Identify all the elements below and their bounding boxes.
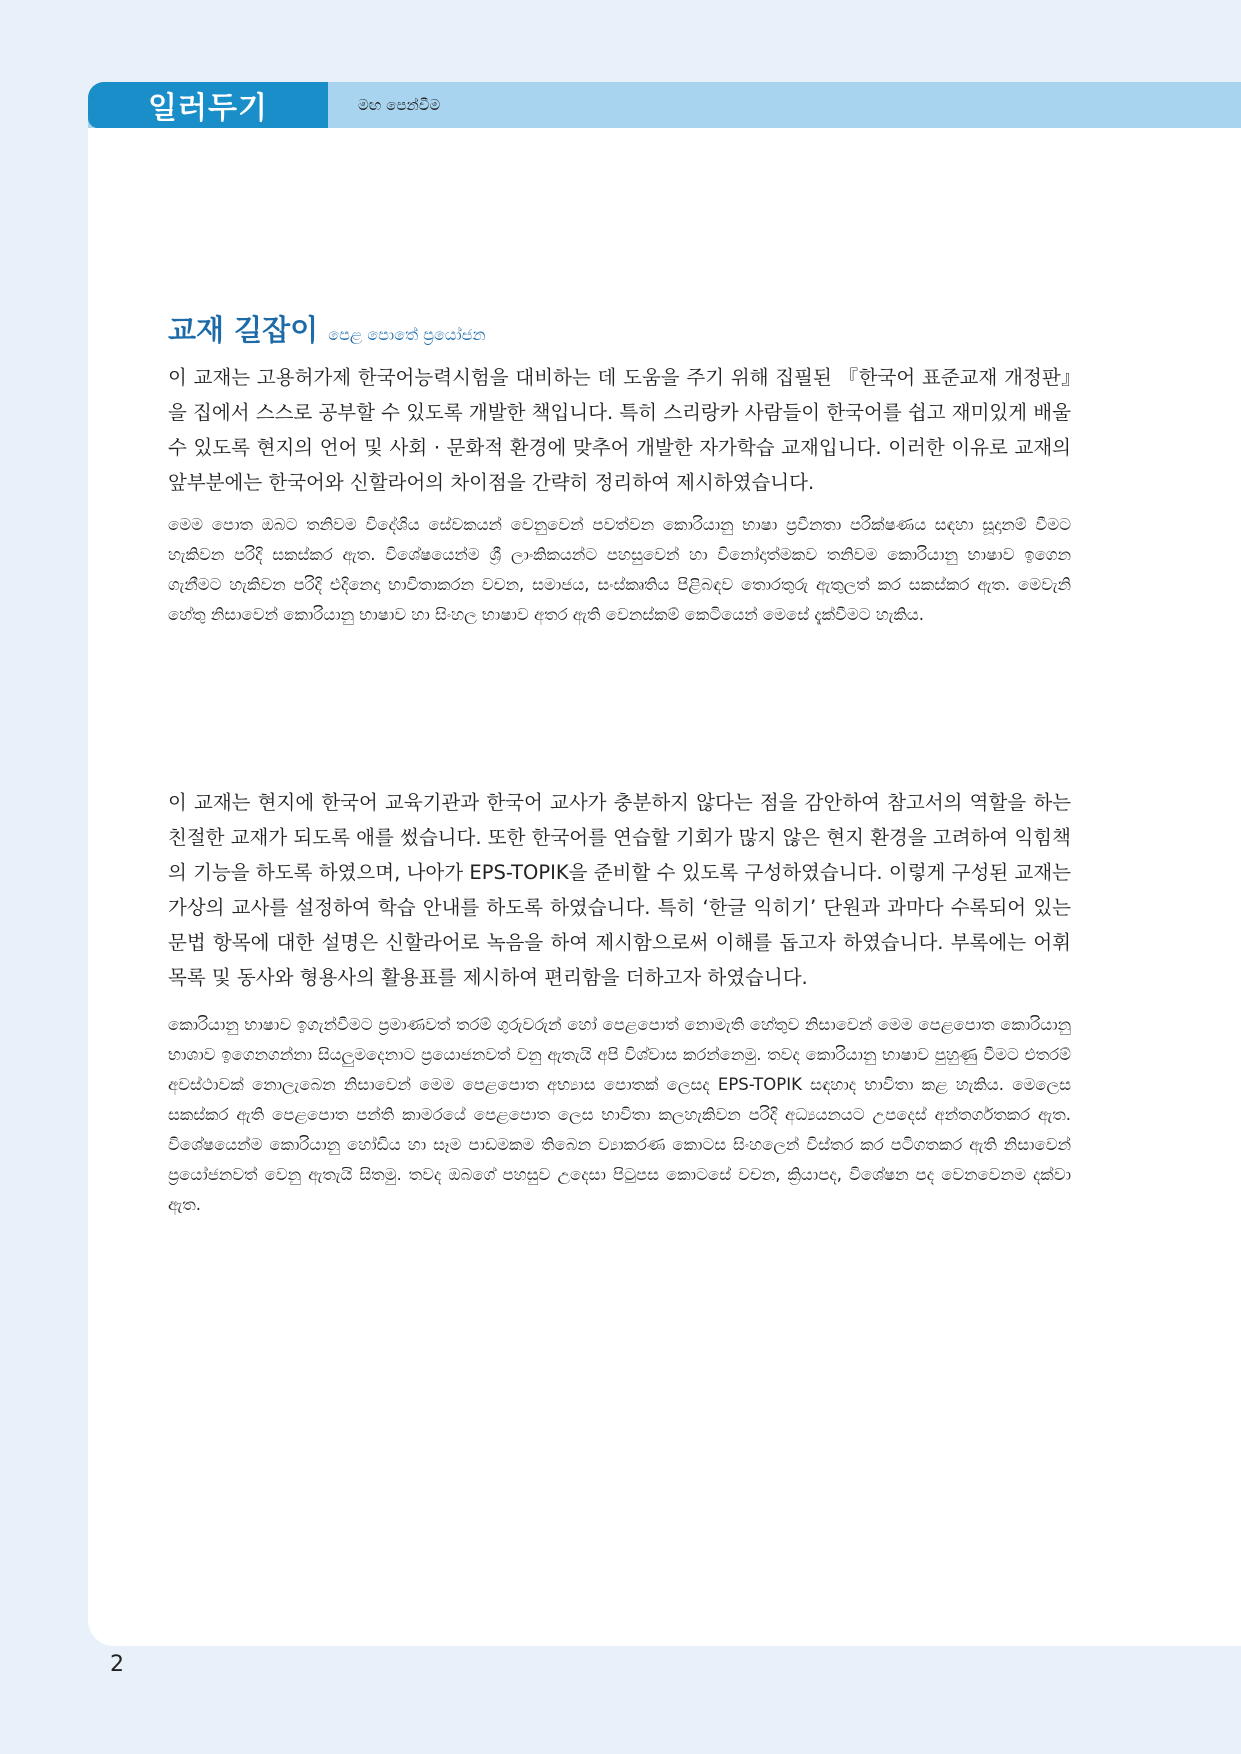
paragraph-sinhala-2: කොරියානු භාෂාව ඉගැන්වීමට ප්‍රමාණවත් තරම් ගුරුවරුන් හෝ පෙළපොත් නොමැති හේතුව නිසාවෙන් මෙම පෙළපොත කොරියානු භාශාව ඉගෙනගන්නා සියලුමදෙනාට ප්‍රයොජනවත් වනු ඇතැයි අපි විශ්වාස කරන්නෙමු. තවද කොරියානු භාෂාව පුහුණු වීමට එතරම් අවස්ථාවක් නොලැබෙන නිසාවෙන් මෙම පෙළපොත අභ්‍යාස පොතක් ලෙසද EPS-TOPIK සඳහාද භාවිතා කළ හැකිය. මෙලෙස සකස්කර ඇති පෙළපොත පන්ති කාමරයේ පෙළපොත ලෙස භාවිතා කලහැකිවන පරිදි අධ්‍යයනයට උපදෙස් අන්තර්ගතකර ඇත. විශේෂයෙන්ම කොරියානු හෝඩිය හා සෑම පාඩමකම තිබෙන ව්‍යාකරණ කොටස සිංහලෙන් විස්තර කර පටිගතකර ඇති නිසාවෙන් ප්‍රයෝජනවත් වෙනු ඇතැයි සිතමු. තවද ඔබගේ පහසුව උදෙසා පිටුපස කොටසේ වචන, ක්‍රියාපද, විශේෂන පද වෙනවෙනම දක්වා ඇත.	[168, 1015, 1071, 1214]
header-tab-title: 일러두기	[88, 82, 328, 128]
paragraph-sinhala-1: මෙම පොත ඔබට තනිවම විදේශිය සේවකයන් වෙනුවෙන් පවත්වන කොරියානු භාෂා ප්‍රවීනතා පරික්ෂණය සඳහා සූදානම් වීමට හැකිවන පරිදි සකස්කර ඇත. විශේෂයෙන්ම ශ්‍රී ලාංකිකයන්ට පහසුවෙන් හා විනෝදාත්මකව තනිවම කොරියානු භාෂාව ඉගෙන ගැනීමට හැකිවන පරිදි එදිනෙදා භාවිතාකරන වචන, සමාජය, සංස්කෘතිය පිළිබඳව තොරතුරු ඇතුලත් කර සකස්කර ඇත. මෙවැනි හේතු නිසාවෙන් කොරියානු භාෂාව හා සිංහල භාෂාව අතර ඇති වෙනස්කම් කෙටියෙන් මෙසේ දැක්වීමට හැකිය.	[168, 515, 1071, 624]
paragraph-korean-2: 이 교재는 현지에 한국어 교육기관과 한국어 교사가 충분하지 않다는 점을 감안하여 참고서의 역할을 하는 친절한 교재가 되도록 애를 썼습니다. 또한 한국어를 연습할 기회가 많지 않은 현지 환경을 고려하여 익힘책의 기능을 하도록 하였으며, 나아가 EPS-TOPIK을 준비할 수 있도록 구성하였습니다. 이렇게 구성된 교재는 가상의 교사를 설정하여 학습 안내를 하도록 하였습니다. 특히 ‘한글 익히기’ 단원과 과마다 수록되어 있는 문법 항목에 대한 설명은 신할라어로 녹음을 하여 제시함으로써 이해를 돕고자 하였습니다. 부록에는 어휘 목록 및 동사와 형용사의 활용표를 제시하여 편리함을 더하고자 하였습니다.	[168, 791, 1071, 989]
section-heading	[168, 308, 485, 349]
paragraph-korean-1: 이 교재는 고용허가제 한국어능력시험을 대비하는 데 도움을 주기 위해 집필된 『한국어 표준교재 개정판』을 집에서 스스로 공부할 수 있도록 개발한 책입니다. 특히 스리랑카 사람들이 한국어를 쉽고 재미있게 배울 수 있도록 현지의 언어 및 사회 · 문화적 환경에 맞추어 개발한 자가학습 교재입니다. 이러한 이유로 교재의 앞부분에는 한국어와 신할라어의 차이점을 간략히 정리하여 제시하였습니다.	[168, 366, 1071, 494]
page-number: 2	[110, 1652, 124, 1677]
header-subtitle: මඟ පෙන්වීම	[358, 96, 441, 114]
section-title-korean: 교재 길잡이	[168, 313, 319, 347]
section-title-sinhala: පෙළ පොතේ ප්‍රයෝජන	[328, 325, 486, 344]
